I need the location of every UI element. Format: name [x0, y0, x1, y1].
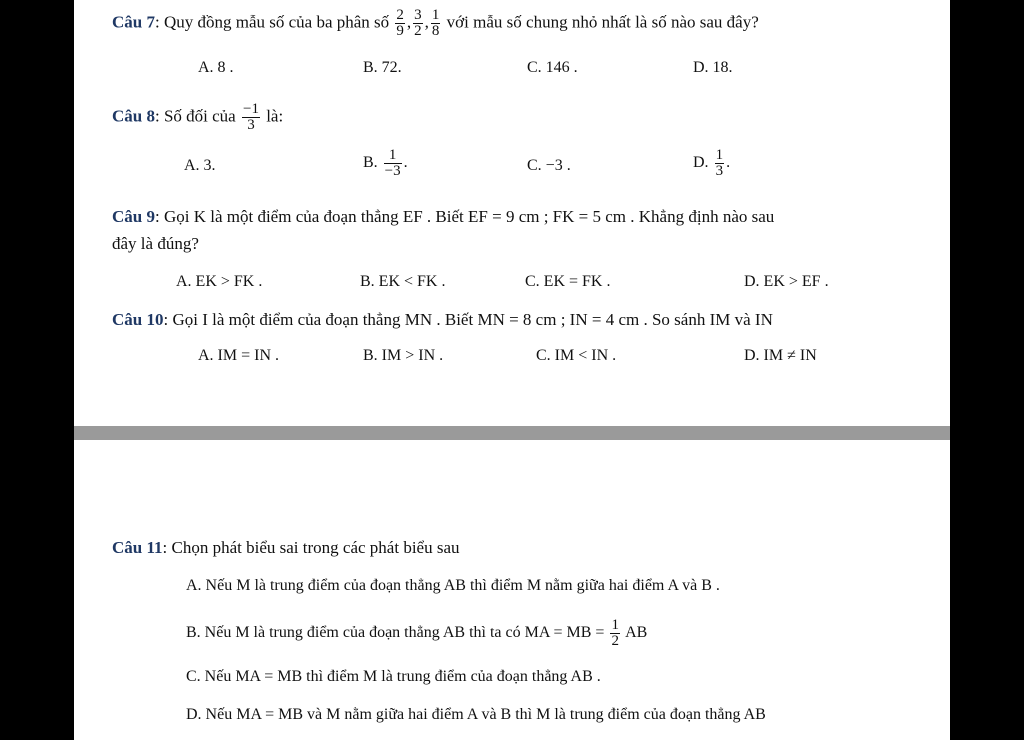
question-11-option-b: B. Nếu M là trung điểm của đoạn thẳng AB thì ta có MA = MB = $\frac{1}{2}$ AB [186, 617, 648, 649]
question-10-text: : Gọi I là một điểm của đoạn thẳng MN . Biết MN = 8 cm ; IN = 4 cm . So sánh IM và IN [163, 310, 773, 329]
fraction-minus-1-3: $\frac{-1}{3}$ [242, 101, 259, 133]
page-separator [74, 426, 950, 440]
question-8-option-b: B. $\frac{1}{-3}$ . [363, 147, 408, 179]
question-7-option-d: D. 18. [693, 59, 733, 76]
fraction-1-3: $\frac{1}{3}$ [715, 147, 724, 179]
question-8-text-before: : Số đối của [154, 106, 236, 126]
document-page-bottom [74, 440, 950, 740]
document-page-top [74, 0, 950, 426]
question-11 [112, 538, 460, 558]
question-8 [112, 102, 283, 133]
question-9-label: Câu 9 [112, 207, 155, 226]
question-7-option-b: B. 72. [363, 59, 402, 76]
fraction-1-8: $\frac{1}{8}$ [431, 7, 440, 39]
question-11-option-a: A. Nếu M là trung điểm của đoạn thẳng AB thì điểm M nằm giữa hai điểm A và B . [186, 577, 720, 594]
question-8-option-d: D. $\frac{1}{3}$ . [693, 147, 731, 179]
question-11-option-d: D. Nếu MA = MB và M nằm giữa hai điểm A và B thì M là trung điểm của đoạn thẳng AB [186, 706, 766, 723]
question-7-text-after: với mẫu số chung nhỏ nhất là số nào sau đây? [446, 12, 759, 32]
question-8-option-a: A. 3. [184, 157, 216, 174]
question-11-label: Câu 11 [112, 538, 163, 557]
question-10-label: Câu 10 [112, 310, 164, 329]
fraction-2-9: $\frac{2}{9}$ [396, 7, 404, 39]
question-9-option-c: C. EK = FK . [525, 273, 611, 290]
question-11-text: : Chọn phát biểu sai trong các phát biểu sau [162, 538, 460, 557]
question-9-option-b: B. EK < FK . [360, 273, 446, 290]
question-9 [112, 207, 774, 227]
fraction-1-minus-3: $\frac{1}{-3}$ [384, 147, 401, 179]
question-9-text-line1: : Gọi K là một điểm của đoạn thẳng EF . Biết EF = 9 cm ; FK = 5 cm . Khẳng định nào sau [154, 207, 775, 226]
question-10-option-c: C. IM < IN . [536, 347, 617, 364]
question-8-option-c: C. −3 . [527, 157, 571, 174]
question-9-option-d: D. EK > EF . [744, 273, 829, 290]
question-7-text-before: : Quy đồng mẫu số của ba phân số [154, 12, 390, 32]
question-8-label: Câu 8 [112, 106, 155, 126]
question-7-option-a: A. 8 . [198, 59, 234, 76]
question-8-text-after: là: [266, 106, 284, 126]
question-10 [112, 310, 773, 330]
question-7: Câu 7: Quy đồng mẫu số của ba phân số $\frac{2}{9}$ , $\frac{3}{2}$ , $\frac{1}{8}$ với mẫu số chung nhỏ nhất là số nào sau đây? [112, 7, 759, 39]
question-9-text-line2: đây là đúng? [112, 234, 199, 253]
question-7-label: Câu 7 [112, 12, 155, 32]
fraction-3-2: $\frac{3}{2}$ [414, 7, 422, 39]
question-10-option-a: A. IM = IN . [198, 347, 280, 364]
question-9-option-a: A. EK > FK . [176, 273, 263, 290]
question-10-option-b: B. IM > IN . [363, 347, 444, 364]
fraction-1-2: $\frac{1}{2}$ [611, 617, 619, 649]
question-11-option-c: C. Nếu MA = MB thì điểm M là trung điểm của đoạn thẳng AB . [186, 668, 601, 685]
question-10-option-d: D. IM ≠ IN [744, 347, 817, 364]
question-7-option-c: C. 146 . [527, 59, 578, 76]
